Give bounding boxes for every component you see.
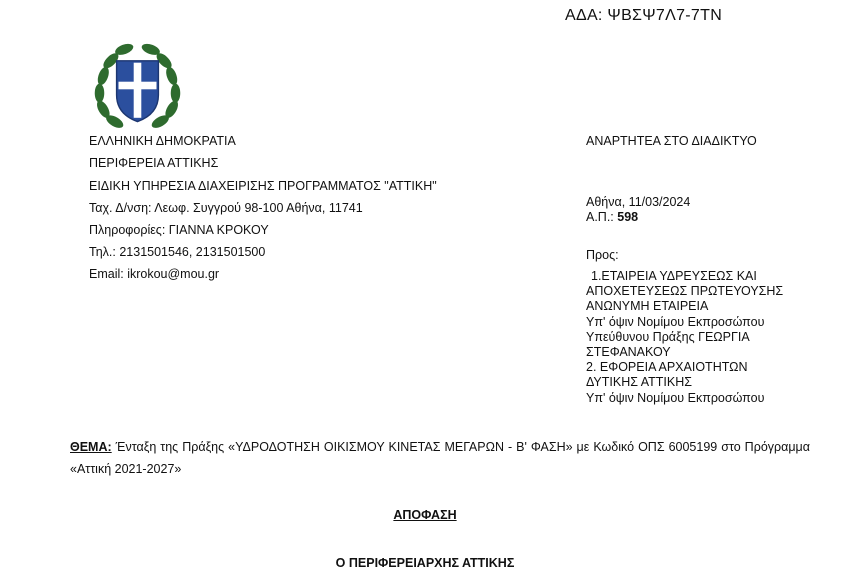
recipient-line: ΑΠΟΧΕΤΕΥΣΕΩΣ ΠΡΩΤΕΥΟΥΣΗΣ [586, 284, 784, 299]
decision-heading: ΑΠΟΦΑΣΗ [393, 508, 457, 522]
recipient-line: Υπ' όψιν Νομίμου Εκπροσώπου [586, 390, 765, 405]
publish-online-note: ΑΝΑΡΤΗΤΕΑ ΣΤΟ ΔΙΑΔΙΚΤΥΟ [586, 134, 757, 148]
recipients-heading: Προς: [586, 248, 619, 262]
sender-info: Πληροφορίες: ΓΙΑΝΝΑ ΚΡΟΚΟΥ [89, 223, 269, 237]
greek-state-emblem-icon [90, 38, 185, 133]
document-date: Αθήνα, 11/03/2024 [586, 195, 691, 209]
sender-country: ΕΛΛΗΝΙΚΗ ΔΗΜΟΚΡΑΤΙΑ [89, 134, 236, 148]
recipient-line: Υπεύθυνου Πράξης ΓΕΩΡΓΙΑ [586, 329, 750, 344]
recipient-line: Υπ' όψιν Νομίμου Εκπροσώπου [586, 314, 765, 329]
sender-phone: Τηλ.: 2131501546, 2131501500 [89, 245, 266, 259]
recipient-line: 2. ΕΦΟΡΕΙΑ ΑΡΧΑΙΟΤΗΤΩΝ [586, 360, 748, 375]
sender-region: ΠΕΡΙΦΕΡΕΙΑ ΑΤΤΙΚΗΣ [89, 156, 219, 170]
sender-address: Ταχ. Δ/νση: Λεωφ. Συγγρού 98-100 Αθήνα, 11741 [89, 201, 363, 215]
recipient-line: ΣΤΕΦΑΝΑΚΟΥ [586, 345, 671, 360]
protocol-number [586, 210, 638, 225]
recipients-list [586, 269, 783, 406]
protocol-label: Α.Π.: [586, 210, 618, 224]
subject-paragraph [70, 436, 810, 480]
regional-governor-heading: Ο ΠΕΡΙΦΕΡΕΙΑΡΧΗΣ ΑΤΤΙΚΗΣ [335, 556, 515, 570]
ada-code: ΑΔΑ: ΨΒΣΨ7Λ7-7ΤΝ [565, 7, 723, 24]
sender-email: Email: ikrokou@mou.gr [89, 267, 220, 281]
subject-label: ΘΕΜΑ: [70, 440, 112, 454]
recipient-line: ΔΥΤΙΚΗΣ ΑΤΤΙΚΗΣ [586, 375, 692, 390]
subject-text: Ένταξη της Πράξης «ΥΔΡΟΔΟΤΗΣΗ ΟΙΚΙΣΜΟΥ ΚΙΝΕΤΑΣ ΜΕΓΑΡΩΝ - Β' ΦΑΣΗ» με Κωδικό ΟΠΣ 6005199 στο Πρόγραμμα «Αττική 2021-2027» [70, 440, 810, 476]
sender-service: ΕΙΔΙΚΗ ΥΠΗΡΕΣΙΑ ΔΙΑΧΕΙΡΙΣΗΣ ΠΡΟΓΡΑΜΜΑΤΟΣ "ΑΤΤΙΚΗ" [89, 179, 437, 193]
recipient-line: 1.ΕΤΑΙΡΕΙΑ ΥΔΡΕΥΣΕΩΣ ΚΑΙ [591, 269, 757, 283]
protocol-value: 598 [617, 210, 639, 224]
recipient-line: ΑΝΩΝΥΜΗ ΕΤΑΙΡΕΙΑ [586, 299, 709, 314]
